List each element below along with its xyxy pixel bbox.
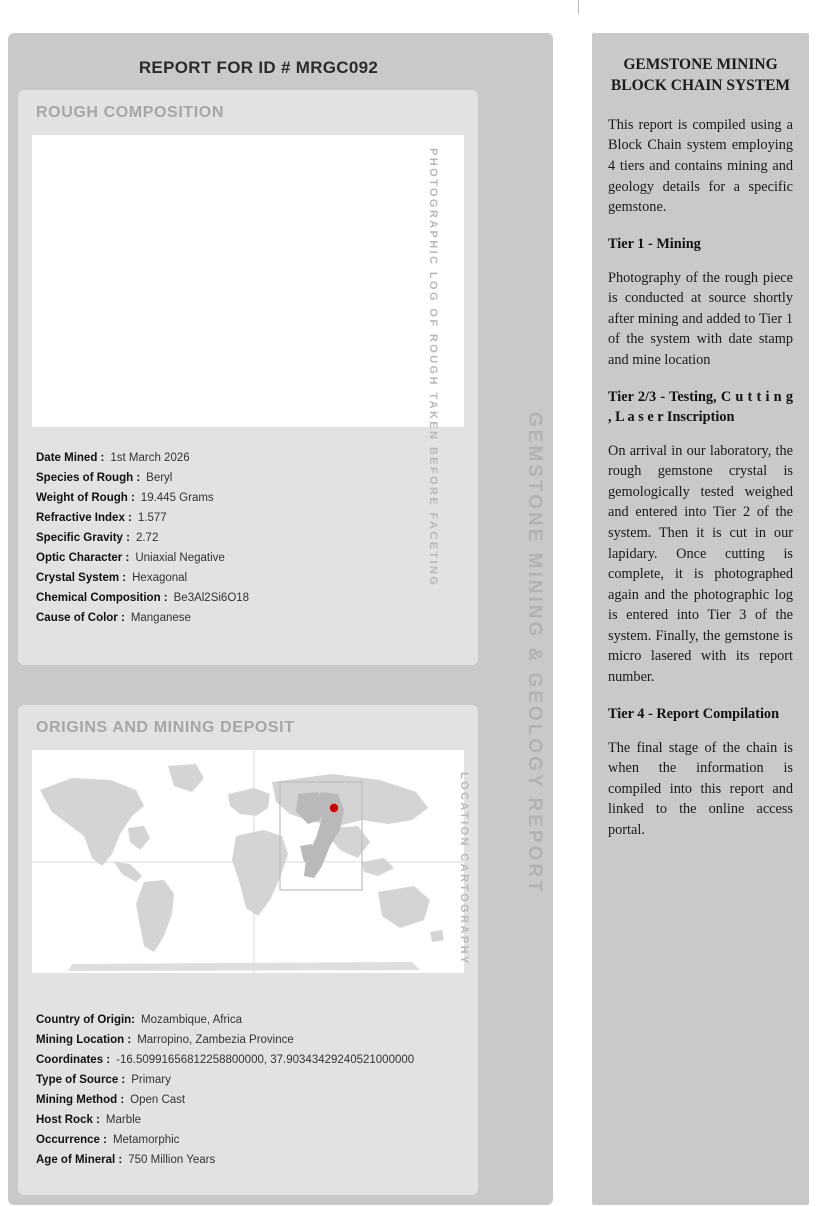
spec-key: Host Rock : — [36, 1114, 100, 1126]
spec-row — [36, 508, 249, 528]
tier23-heading: Tier 2/3 - Testing, C u t t i n g , L a s e r Inscription — [608, 388, 793, 425]
spec-value: 750 Million Years — [128, 1154, 216, 1166]
spec-value: 19.445 Grams — [140, 492, 214, 504]
origins-heading: ORIGINS AND MINING DEPOSIT — [36, 719, 295, 736]
photographic-log-label: PHOTOGRAPHIC LOG OF ROUGH TAKEN BEFORE FACETING — [426, 148, 439, 588]
spec-key: Coordinates : — [36, 1054, 111, 1066]
sidebar-intro-paragraph: This report is compiled using a Block Chain system employing 4 tiers and contains mining and geology details for a specific gemstone. — [608, 116, 793, 216]
spec-key: Refractive Index : — [36, 512, 132, 524]
spec-value: Be3Al2Si6O18 — [173, 592, 250, 604]
spec-value: Manganese — [130, 612, 191, 624]
spec-row — [36, 1010, 414, 1030]
spec-value: 1st March 2026 — [110, 452, 190, 464]
spec-key: Chemical Composition : — [36, 592, 168, 604]
spec-value: Hexagonal — [132, 572, 188, 584]
spec-key: Weight of Rough : — [36, 492, 135, 504]
spec-key: Cause of Color : — [36, 612, 125, 624]
spec-row — [36, 588, 249, 608]
spec-row — [36, 1030, 414, 1050]
spec-value: Uniaxial Negative — [135, 552, 225, 564]
spec-value: Marble — [105, 1114, 142, 1126]
spec-row — [36, 468, 249, 488]
spec-key: Type of Source : — [36, 1074, 126, 1086]
spec-key: Country of Origin: — [36, 1014, 136, 1026]
rough-composition-heading: ROUGH COMPOSITION — [36, 104, 224, 121]
world-map-svg — [32, 750, 464, 973]
spec-row — [36, 608, 249, 628]
spec-row — [36, 488, 249, 508]
spec-key: Age of Mineral : — [36, 1154, 123, 1166]
origins-spec-list — [36, 1010, 414, 1170]
tier4-body: The final stage of the chain is when the information is compiled into this report and linked to the online access portal. — [608, 739, 793, 838]
page-title: REPORT FOR ID # MRGC092 — [138, 58, 379, 77]
spec-row — [36, 448, 249, 468]
tier1-heading: Tier 1 - Mining — [608, 235, 701, 252]
spec-key: Occurrence : — [36, 1134, 107, 1146]
spec-row — [36, 1050, 414, 1070]
spec-key: Species of Rough : — [36, 472, 141, 484]
spec-value: Primary — [131, 1074, 171, 1086]
spec-key: Specific Gravity : — [36, 532, 130, 544]
tier1-body: Photography of the rough piece is conducted at source shortly after mining and added to Tier 1 of the system with date stamp and mine location — [608, 269, 793, 369]
spec-row — [36, 1150, 414, 1170]
spec-key: Mining Location : — [36, 1034, 132, 1046]
spec-key: Mining Method : — [36, 1094, 125, 1106]
spec-row — [36, 568, 249, 588]
spec-value: Beryl — [146, 472, 173, 484]
rough-photograph-placeholder — [32, 135, 464, 427]
sidebar-title: GEMSTONE MINING BLOCK CHAIN SYSTEM — [610, 56, 791, 94]
spec-value: Metamorphic — [112, 1134, 180, 1146]
tier23-body: On arrival in our laboratory, the rough gemstone crystal is gemologically tested weighed and entered into Tier 2 of the system. Then it is cut in our lapidary. Once cutting is complete, it is photographed again and the photographic log is entered into Tier 3 of the system. Finally, the gemstone is micro lasered with its report number. — [608, 442, 793, 686]
spec-row — [36, 1110, 414, 1130]
spec-row — [36, 528, 249, 548]
rough-spec-list — [36, 448, 249, 628]
blockchain-info-sidebar — [592, 33, 809, 1205]
spec-row — [36, 1070, 414, 1090]
spec-key: Date Mined : — [36, 452, 105, 464]
world-map-figure — [32, 750, 464, 973]
crop-tick-left — [578, 0, 579, 14]
spec-row — [36, 548, 249, 568]
spec-value: Open Cast — [130, 1094, 186, 1106]
spec-value: 1.577 — [137, 512, 167, 524]
spec-value: 2.72 — [135, 532, 159, 544]
location-marker — [330, 804, 338, 812]
spec-value: -16.50991656812258800000, 37.90343429240521000000 — [116, 1054, 415, 1066]
spec-row — [36, 1130, 414, 1150]
tier4-heading: Tier 4 - Report Compilation — [608, 705, 780, 722]
report-vertical-label: GEMSTONE MINING & GEOLOGY REPORT — [524, 411, 545, 895]
spec-key: Crystal System : — [36, 572, 127, 584]
spec-row — [36, 1090, 414, 1110]
spec-key: Optic Character : — [36, 552, 130, 564]
spec-value: Mozambique, Africa — [141, 1014, 243, 1026]
spec-value: Marropino, Zambezia Province — [137, 1034, 294, 1046]
location-cartography-label: LOCATION CARTOGRAPHY — [457, 772, 470, 966]
